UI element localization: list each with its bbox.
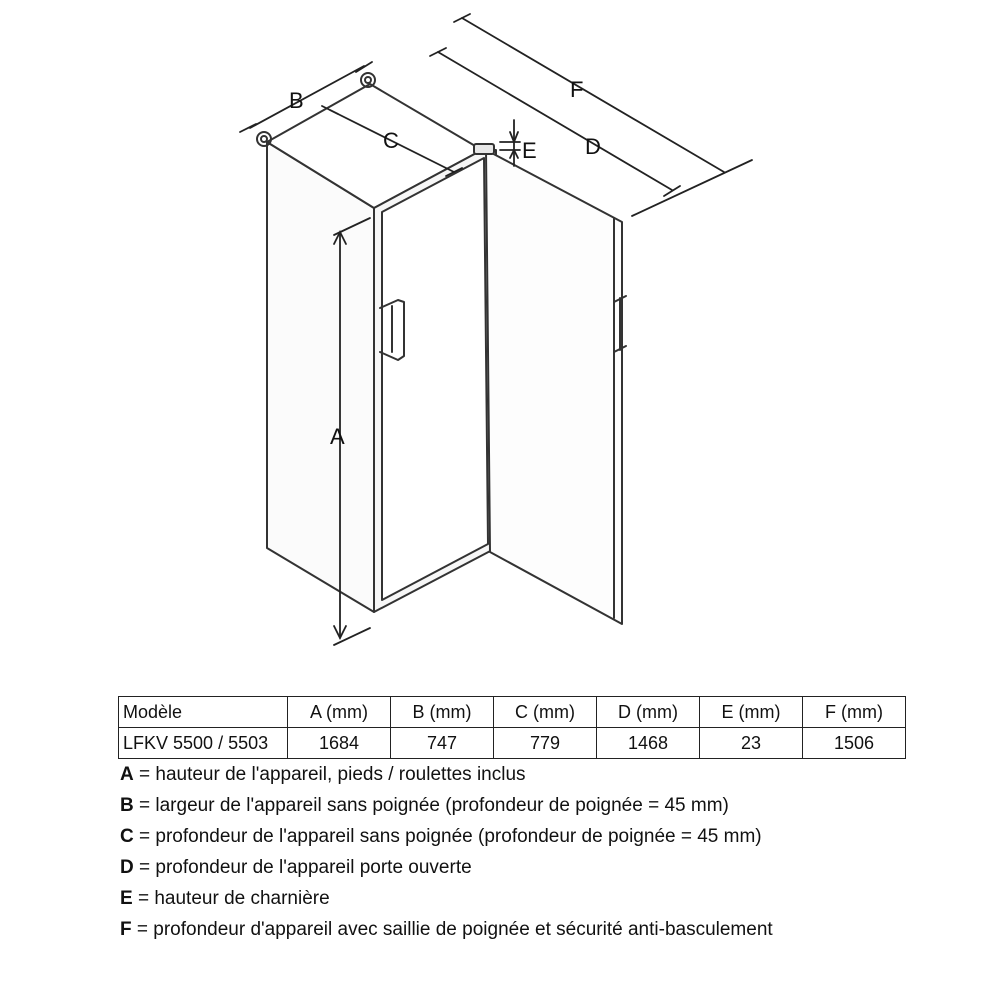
- cell-e: 23: [700, 728, 803, 759]
- legend-item-c: [120, 826, 980, 857]
- legend-text: hauteur de l'appareil, pieds / roulettes inclus: [155, 764, 526, 785]
- legend-separator: =: [133, 826, 156, 847]
- legend-key: E: [120, 888, 133, 909]
- anti-tip-bracket-left: [257, 132, 271, 146]
- dimension-label-a: A: [330, 424, 345, 449]
- legend-separator: =: [133, 764, 156, 785]
- open-door: [486, 150, 622, 624]
- legend-separator: =: [133, 795, 156, 816]
- dimensions-table: [118, 696, 906, 759]
- legend-separator: =: [133, 857, 156, 878]
- legend-item-f: [120, 919, 980, 950]
- table-header-row: [119, 697, 906, 728]
- cell-d: 1468: [597, 728, 700, 759]
- legend-key: A: [120, 764, 134, 785]
- header-b: B (mm): [391, 697, 494, 728]
- legend-item-b: [120, 795, 980, 826]
- cell-b: 747: [391, 728, 494, 759]
- header-d: D (mm): [597, 697, 700, 728]
- dimension-legend: [120, 764, 980, 950]
- header-f: F (mm): [803, 697, 906, 728]
- legend-text: hauteur de charnière: [154, 888, 330, 909]
- door-hinge: [474, 144, 494, 154]
- legend-text: largeur de l'appareil sans poignée (profondeur de poignée = 45 mm): [155, 795, 729, 816]
- legend-separator: =: [132, 888, 155, 909]
- legend-text: profondeur de l'appareil sans poignée (profondeur de poignée = 45 mm): [155, 826, 762, 847]
- legend-key: C: [120, 826, 134, 847]
- legend-key: F: [120, 919, 132, 940]
- dimension-label-b: B: [289, 88, 304, 113]
- legend-item-a: [120, 764, 980, 795]
- legend-key: B: [120, 795, 134, 816]
- legend-text: profondeur de l'appareil porte ouverte: [155, 857, 472, 878]
- dimension-label-d: D: [585, 134, 601, 159]
- header-model: Modèle: [119, 697, 288, 728]
- header-a: A (mm): [288, 697, 391, 728]
- legend-item-d: [120, 857, 980, 888]
- cell-f: 1506: [803, 728, 906, 759]
- dimension-label-e: E: [522, 138, 537, 163]
- cabinet-front-inner: [382, 158, 488, 600]
- dimension-label-f: F: [570, 77, 584, 102]
- header-e: E (mm): [700, 697, 803, 728]
- cell-c: 779: [494, 728, 597, 759]
- dimension-label-c: C: [383, 128, 399, 153]
- cell-model: LFKV 5500 / 5503: [119, 728, 288, 759]
- legend-item-e: [120, 888, 980, 919]
- table-row: [119, 728, 906, 759]
- header-c: C (mm): [494, 697, 597, 728]
- cell-a: 1684: [288, 728, 391, 759]
- cabinet-side-panel: [267, 142, 374, 612]
- legend-separator: =: [131, 919, 154, 940]
- legend-text: profondeur d'appareil avec saillie de poignée et sécurité anti-basculement: [153, 919, 773, 940]
- legend-key: D: [120, 857, 134, 878]
